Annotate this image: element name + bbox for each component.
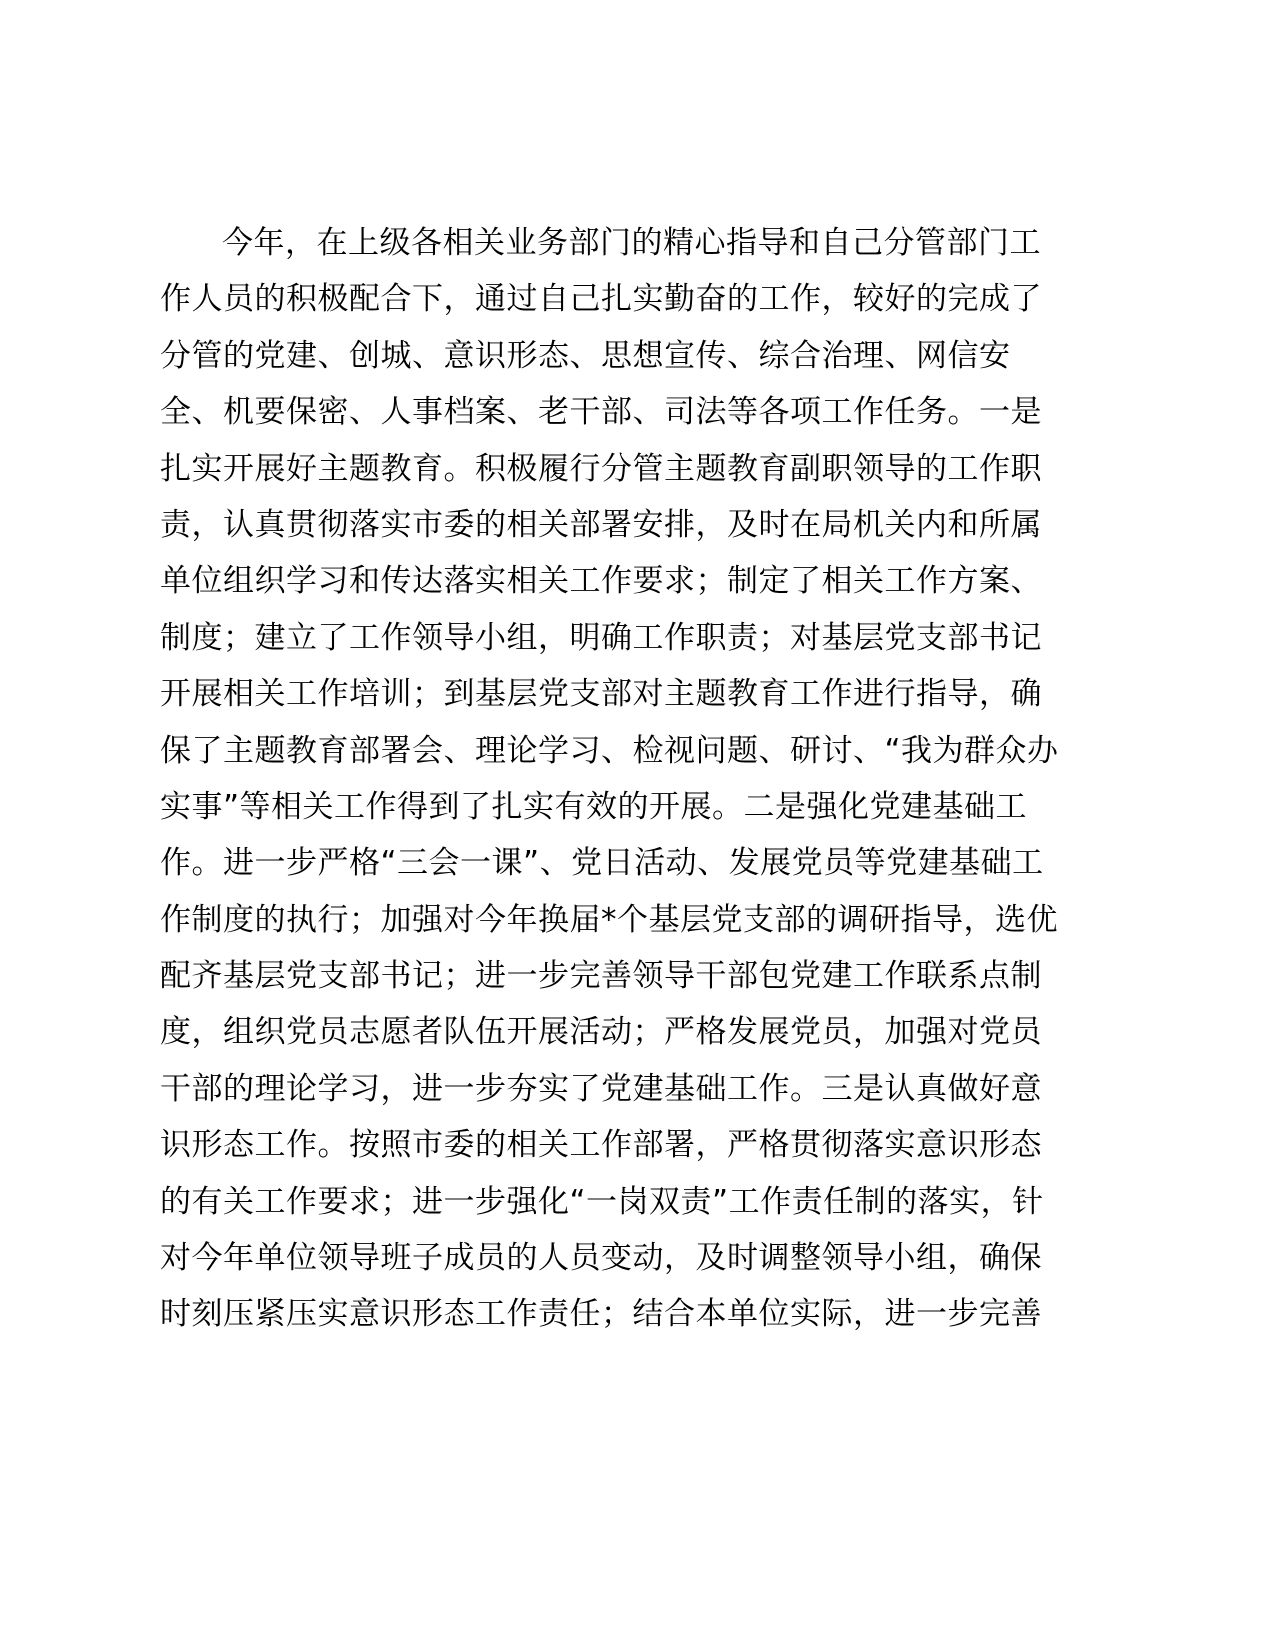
paragraph-line: 时刻压紧压实意识形态工作责任；结合本单位实际，进一步完善 [160,1296,1042,1333]
paragraph-line: 分管的党建、创城、意识形态、思想宣传、综合治理、网信安 [160,337,1011,374]
body-paragraph [160,215,1080,1343]
paragraph-line: 保了主题教育部署会、理论学习、检视问题、研讨、“我为群众办 [160,732,1059,769]
paragraph-line: 作。进一步严格“三会一课”、党日活动、发展党员等党建基础工 [160,845,1044,882]
paragraph-line: 扎实开展好主题教育。积极履行分管主题教育副职领导的工作职 [160,450,1042,487]
paragraph-line: 全、机要保密、人事档案、老干部、司法等各项工作任务。一是 [160,394,1042,431]
paragraph-line: 干部的理论学习，进一步夯实了党建基础工作。三是认真做好意 [160,1070,1042,1107]
paragraph-line: 对今年单位领导班子成员的人员变动，及时调整领导小组，确保 [160,1240,1042,1277]
paragraph-line: 的有关工作要求；进一步强化“一岗双责”工作责任制的落实，针 [160,1183,1044,1220]
paragraph-line: 作人员的积极配合下，通过自己扎实勤奋的工作，较好的完成了 [160,281,1042,318]
paragraph-line: 单位组织学习和传达落实相关工作要求；制定了相关工作方案、 [160,563,1042,600]
paragraph-line: 今年，在上级各相关业务部门的精心指导和自己分管部门工 [222,225,1041,261]
paragraph-line: 实事”等相关工作得到了扎实有效的开展。二是强化党建基础工 [160,788,1028,825]
paragraph-line: 配齐基层党支部书记；进一步完善领导干部包党建工作联系点制 [160,958,1042,995]
paragraph-line: 识形态工作。按照市委的相关工作部署，严格贯彻落实意识形态 [160,1127,1042,1164]
paragraph-line: 开展相关工作培训；到基层党支部对主题教育工作进行指导，确 [160,676,1042,713]
paragraph-line: 责，认真贯彻落实市委的相关部署安排，及时在局机关内和所属 [160,506,1042,543]
paragraph-line: 度，组织党员志愿者队伍开展活动；严格发展党员，加强对党员 [160,1014,1042,1051]
paragraph-line: 作制度的执行；加强对今年换届*个基层党支部的调研指导，选优 [160,901,1058,938]
paragraph-line: 制度；建立了工作领导小组，明确工作职责；对基层党支部书记 [160,619,1042,656]
